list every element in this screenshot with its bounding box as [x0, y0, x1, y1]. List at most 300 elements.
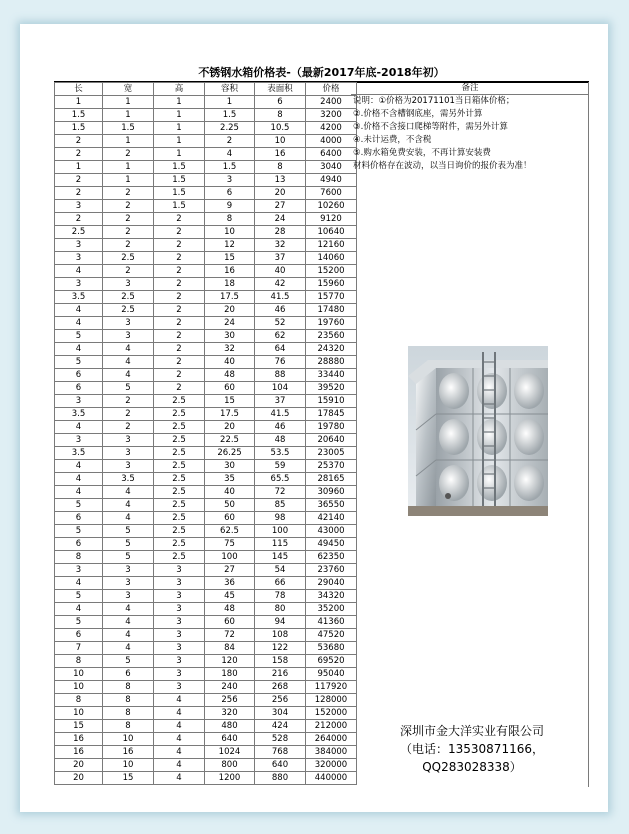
cell-surface-area: 28 — [255, 226, 306, 239]
table-row — [55, 148, 357, 161]
cell-price: 15960 — [306, 278, 357, 291]
cell-volume: 48 — [205, 369, 255, 382]
remark-line-1: 说明：①价格为20171101当日箱体价格； — [353, 96, 515, 106]
cell-height: 2.5 — [154, 486, 205, 499]
table-header-row — [55, 83, 357, 96]
cell-surface-area: 65.5 — [255, 473, 306, 486]
cell-height: 3 — [154, 564, 205, 577]
cell-width: 3 — [103, 590, 154, 603]
cell-volume: 1.5 — [205, 109, 255, 122]
cell-length: 6 — [55, 369, 103, 382]
cell-length: 1.5 — [55, 109, 103, 122]
cell-price: 440000 — [306, 772, 357, 785]
cell-length: 3 — [55, 395, 103, 408]
cell-volume: 800 — [205, 759, 255, 772]
cell-volume: 20 — [205, 421, 255, 434]
table-row — [55, 408, 357, 421]
cell-volume: 48 — [205, 603, 255, 616]
cell-surface-area: 46 — [255, 421, 306, 434]
cell-width: 16 — [103, 746, 154, 759]
cell-length: 5 — [55, 525, 103, 538]
cell-length: 4 — [55, 473, 103, 486]
cell-height: 2 — [154, 317, 205, 330]
cell-width: 3 — [103, 577, 154, 590]
cell-volume: 72 — [205, 629, 255, 642]
cell-surface-area: 46 — [255, 304, 306, 317]
cell-length: 4 — [55, 460, 103, 473]
cell-width: 4 — [103, 603, 154, 616]
cell-surface-area: 768 — [255, 746, 306, 759]
cell-height: 3 — [154, 590, 205, 603]
cell-width: 1 — [103, 161, 154, 174]
cell-volume: 84 — [205, 642, 255, 655]
cell-price: 19760 — [306, 317, 357, 330]
table-row — [55, 707, 357, 720]
cell-length: 4 — [55, 421, 103, 434]
table-row — [55, 551, 357, 564]
cell-width: 1 — [103, 96, 154, 109]
cell-height: 2.5 — [154, 434, 205, 447]
cell-length: 3 — [55, 278, 103, 291]
cell-length: 4 — [55, 317, 103, 330]
cell-width: 8 — [103, 707, 154, 720]
cell-surface-area: 64 — [255, 343, 306, 356]
cell-volume: 16 — [205, 265, 255, 278]
cell-width: 2 — [103, 200, 154, 213]
table-row — [55, 460, 357, 473]
cell-price: 62350 — [306, 551, 357, 564]
cell-price: 49450 — [306, 538, 357, 551]
cell-height: 2 — [154, 304, 205, 317]
cell-price: 47520 — [306, 629, 357, 642]
cell-surface-area: 528 — [255, 733, 306, 746]
remark-line-2: ②.价格不含槽钢底座，需另外计算 — [353, 109, 483, 119]
cell-length: 7 — [55, 642, 103, 655]
table-row — [55, 369, 357, 382]
cell-height: 4 — [154, 772, 205, 785]
cell-price: 10260 — [306, 200, 357, 213]
cell-volume: 17.5 — [205, 408, 255, 421]
cell-height: 1 — [154, 148, 205, 161]
table-row — [55, 681, 357, 694]
table-row — [55, 278, 357, 291]
cell-height: 2 — [154, 369, 205, 382]
cell-length: 4 — [55, 304, 103, 317]
table-row — [55, 746, 357, 759]
cell-length: 2 — [55, 213, 103, 226]
cell-price: 4000 — [306, 135, 357, 148]
cell-surface-area: 88 — [255, 369, 306, 382]
cell-price: 23005 — [306, 447, 357, 460]
cell-length: 1.5 — [55, 122, 103, 135]
table-row — [55, 772, 357, 785]
table-row — [55, 629, 357, 642]
cell-length: 3.5 — [55, 447, 103, 460]
table-row — [55, 603, 357, 616]
cell-height: 2.5 — [154, 538, 205, 551]
table-row — [55, 447, 357, 460]
cell-surface-area: 268 — [255, 681, 306, 694]
cell-price: 2400 — [306, 96, 357, 109]
cell-width: 4 — [103, 512, 154, 525]
cell-length: 2 — [55, 187, 103, 200]
table-row — [55, 655, 357, 668]
table-row — [55, 122, 357, 135]
cell-surface-area: 16 — [255, 148, 306, 161]
cell-volume: 36 — [205, 577, 255, 590]
cell-volume: 1024 — [205, 746, 255, 759]
cell-width: 15 — [103, 772, 154, 785]
cell-width: 4 — [103, 369, 154, 382]
cell-height: 2.5 — [154, 525, 205, 538]
cell-length: 2.5 — [55, 226, 103, 239]
cell-price: 320000 — [306, 759, 357, 772]
cell-surface-area: 13 — [255, 174, 306, 187]
cell-surface-area: 41.5 — [255, 408, 306, 421]
cell-surface-area: 640 — [255, 759, 306, 772]
cell-length: 4 — [55, 486, 103, 499]
table-row — [55, 486, 357, 499]
cell-price: 36550 — [306, 499, 357, 512]
cell-price: 39520 — [306, 382, 357, 395]
header-height: 高 — [154, 83, 205, 96]
cell-width: 2 — [103, 421, 154, 434]
cell-volume: 2.25 — [205, 122, 255, 135]
cell-width: 4 — [103, 642, 154, 655]
cell-volume: 27 — [205, 564, 255, 577]
remark-line-5: ⑤.购水箱免费安装，不再计算安装费 — [353, 148, 491, 158]
cell-surface-area: 72 — [255, 486, 306, 499]
cell-width: 3 — [103, 447, 154, 460]
remark-line-6: 材料价格存在波动，以当日询价的报价表为准！ — [353, 161, 532, 171]
table-row — [55, 239, 357, 252]
cell-volume: 24 — [205, 317, 255, 330]
cell-surface-area: 216 — [255, 668, 306, 681]
cell-surface-area: 104 — [255, 382, 306, 395]
cell-price: 33440 — [306, 369, 357, 382]
cell-length: 5 — [55, 499, 103, 512]
cell-width: 1 — [103, 135, 154, 148]
table-row — [55, 304, 357, 317]
cell-height: 1 — [154, 109, 205, 122]
table-row — [55, 200, 357, 213]
table-row — [55, 317, 357, 330]
cell-price: 35200 — [306, 603, 357, 616]
cell-width: 1 — [103, 109, 154, 122]
cell-length: 3.5 — [55, 291, 103, 304]
cell-width: 4 — [103, 629, 154, 642]
table-row — [55, 135, 357, 148]
cell-height: 2 — [154, 265, 205, 278]
cell-width: 5 — [103, 551, 154, 564]
cell-width: 4 — [103, 343, 154, 356]
cell-price: 384000 — [306, 746, 357, 759]
cell-price: 117920 — [306, 681, 357, 694]
cell-height: 2 — [154, 330, 205, 343]
cell-price: 152000 — [306, 707, 357, 720]
cell-width: 3 — [103, 460, 154, 473]
cell-surface-area: 158 — [255, 655, 306, 668]
cell-volume: 30 — [205, 330, 255, 343]
cell-surface-area: 32 — [255, 239, 306, 252]
cell-volume: 35 — [205, 473, 255, 486]
cell-surface-area: 8 — [255, 161, 306, 174]
cell-width: 8 — [103, 694, 154, 707]
header-width: 宽 — [103, 83, 154, 96]
cell-surface-area: 24 — [255, 213, 306, 226]
cell-height: 2.5 — [154, 551, 205, 564]
cell-height: 2 — [154, 278, 205, 291]
cell-surface-area: 80 — [255, 603, 306, 616]
cell-price: 15200 — [306, 265, 357, 278]
cell-surface-area: 27 — [255, 200, 306, 213]
table-row — [55, 434, 357, 447]
cell-price: 17480 — [306, 304, 357, 317]
cell-price: 23760 — [306, 564, 357, 577]
cell-price: 3040 — [306, 161, 357, 174]
cell-price: 128000 — [306, 694, 357, 707]
cell-volume: 10 — [205, 226, 255, 239]
cell-length: 3 — [55, 200, 103, 213]
cell-length: 3 — [55, 252, 103, 265]
cell-price: 15770 — [306, 291, 357, 304]
remark-line-3: ③.价格不含接口爬梯等附件，需另外计算 — [353, 122, 508, 132]
table-row — [55, 538, 357, 551]
cell-height: 4 — [154, 720, 205, 733]
table-row — [55, 382, 357, 395]
table-row — [55, 187, 357, 200]
cell-surface-area: 145 — [255, 551, 306, 564]
cell-height: 1 — [154, 122, 205, 135]
table-row — [55, 174, 357, 187]
cell-price: 6400 — [306, 148, 357, 161]
cell-surface-area: 6 — [255, 96, 306, 109]
table-row — [55, 694, 357, 707]
cell-height: 4 — [154, 733, 205, 746]
table-row — [55, 395, 357, 408]
cell-price: 20640 — [306, 434, 357, 447]
cell-price: 53680 — [306, 642, 357, 655]
cell-width: 8 — [103, 720, 154, 733]
cell-price: 19780 — [306, 421, 357, 434]
cell-surface-area: 66 — [255, 577, 306, 590]
cell-width: 1.5 — [103, 122, 154, 135]
cell-length: 10 — [55, 707, 103, 720]
cell-height: 3 — [154, 577, 205, 590]
cell-height: 3 — [154, 655, 205, 668]
cell-height: 2.5 — [154, 473, 205, 486]
cell-price: 28880 — [306, 356, 357, 369]
cell-width: 3 — [103, 564, 154, 577]
cell-volume: 15 — [205, 395, 255, 408]
cell-volume: 1200 — [205, 772, 255, 785]
cell-surface-area: 108 — [255, 629, 306, 642]
cell-width: 2.5 — [103, 304, 154, 317]
cell-price: 24320 — [306, 343, 357, 356]
cell-volume: 320 — [205, 707, 255, 720]
cell-length: 16 — [55, 746, 103, 759]
cell-length: 2 — [55, 135, 103, 148]
cell-surface-area: 100 — [255, 525, 306, 538]
cell-volume: 45 — [205, 590, 255, 603]
cell-length: 8 — [55, 551, 103, 564]
cell-volume: 1.5 — [205, 161, 255, 174]
cell-height: 4 — [154, 707, 205, 720]
cell-volume: 26.25 — [205, 447, 255, 460]
table-row — [55, 356, 357, 369]
cell-volume: 256 — [205, 694, 255, 707]
cell-volume: 12 — [205, 239, 255, 252]
cell-length: 10 — [55, 668, 103, 681]
cell-volume: 40 — [205, 356, 255, 369]
cell-height: 3 — [154, 616, 205, 629]
cell-height: 2.5 — [154, 395, 205, 408]
table-row — [55, 421, 357, 434]
cell-height: 2.5 — [154, 460, 205, 473]
cell-volume: 60 — [205, 382, 255, 395]
cell-length: 15 — [55, 720, 103, 733]
cell-price: 12160 — [306, 239, 357, 252]
table-row — [55, 668, 357, 681]
cell-width: 8 — [103, 681, 154, 694]
cell-height: 2.5 — [154, 408, 205, 421]
cell-length: 6 — [55, 512, 103, 525]
cell-volume: 100 — [205, 551, 255, 564]
contact-block — [365, 722, 579, 776]
cell-length: 5 — [55, 590, 103, 603]
cell-width: 2 — [103, 408, 154, 421]
cell-width: 1 — [103, 174, 154, 187]
cell-height: 2 — [154, 291, 205, 304]
cell-height: 2 — [154, 356, 205, 369]
cell-surface-area: 37 — [255, 252, 306, 265]
cell-surface-area: 78 — [255, 590, 306, 603]
cell-width: 4 — [103, 356, 154, 369]
cell-length: 20 — [55, 759, 103, 772]
cell-height: 1.5 — [154, 200, 205, 213]
cell-length: 8 — [55, 694, 103, 707]
table-row — [55, 759, 357, 772]
table-row — [55, 577, 357, 590]
cell-price: 34320 — [306, 590, 357, 603]
cell-length: 5 — [55, 330, 103, 343]
cell-price: 23560 — [306, 330, 357, 343]
remarks-header: 备注 — [351, 82, 589, 95]
cell-height: 3 — [154, 642, 205, 655]
cell-length: 4 — [55, 577, 103, 590]
cell-length: 4 — [55, 603, 103, 616]
cell-volume: 240 — [205, 681, 255, 694]
cell-price: 10640 — [306, 226, 357, 239]
cell-price: 29040 — [306, 577, 357, 590]
cell-length: 8 — [55, 655, 103, 668]
table-row — [55, 213, 357, 226]
table-row — [55, 330, 357, 343]
cell-height: 1.5 — [154, 174, 205, 187]
cell-surface-area: 85 — [255, 499, 306, 512]
cell-length: 16 — [55, 733, 103, 746]
cell-height: 1 — [154, 135, 205, 148]
table-row — [55, 590, 357, 603]
cell-price: 28165 — [306, 473, 357, 486]
table-row — [55, 226, 357, 239]
cell-surface-area: 256 — [255, 694, 306, 707]
cell-price: 4940 — [306, 174, 357, 187]
cell-volume: 50 — [205, 499, 255, 512]
cell-length: 2 — [55, 148, 103, 161]
cell-height: 1.5 — [154, 187, 205, 200]
cell-volume: 60 — [205, 616, 255, 629]
cell-width: 4 — [103, 499, 154, 512]
cell-price: 212000 — [306, 720, 357, 733]
cell-volume: 22.5 — [205, 434, 255, 447]
cell-height: 4 — [154, 759, 205, 772]
cell-width: 3 — [103, 278, 154, 291]
cell-height: 2.5 — [154, 512, 205, 525]
cell-surface-area: 54 — [255, 564, 306, 577]
cell-price: 3200 — [306, 109, 357, 122]
table-row — [55, 161, 357, 174]
cell-price: 17845 — [306, 408, 357, 421]
cell-surface-area: 59 — [255, 460, 306, 473]
cell-height: 1 — [154, 96, 205, 109]
table-row — [55, 642, 357, 655]
cell-volume: 1 — [205, 96, 255, 109]
cell-length: 3.5 — [55, 408, 103, 421]
cell-width: 3 — [103, 330, 154, 343]
cell-width: 10 — [103, 733, 154, 746]
cell-volume: 32 — [205, 343, 255, 356]
cell-surface-area: 10 — [255, 135, 306, 148]
cell-surface-area: 53.5 — [255, 447, 306, 460]
cell-height: 4 — [154, 694, 205, 707]
cell-length: 3 — [55, 564, 103, 577]
cell-height: 2 — [154, 343, 205, 356]
price-table — [54, 82, 357, 785]
cell-volume: 120 — [205, 655, 255, 668]
cell-volume: 2 — [205, 135, 255, 148]
cell-length: 4 — [55, 265, 103, 278]
cell-width: 5 — [103, 655, 154, 668]
cell-surface-area: 94 — [255, 616, 306, 629]
water-tank-photo — [408, 346, 548, 516]
cell-surface-area: 48 — [255, 434, 306, 447]
cell-surface-area: 8 — [255, 109, 306, 122]
cell-volume: 3 — [205, 174, 255, 187]
cell-price: 4200 — [306, 122, 357, 135]
cell-surface-area: 41.5 — [255, 291, 306, 304]
cell-width: 2 — [103, 265, 154, 278]
cell-surface-area: 424 — [255, 720, 306, 733]
cell-volume: 4 — [205, 148, 255, 161]
table-row — [55, 616, 357, 629]
cell-length: 6 — [55, 382, 103, 395]
cell-length: 10 — [55, 681, 103, 694]
cell-width: 5 — [103, 525, 154, 538]
cell-price: 41360 — [306, 616, 357, 629]
cell-surface-area: 98 — [255, 512, 306, 525]
table-row — [55, 499, 357, 512]
cell-price: 43000 — [306, 525, 357, 538]
cell-height: 4 — [154, 746, 205, 759]
cell-width: 5 — [103, 538, 154, 551]
cell-height: 2 — [154, 252, 205, 265]
cell-surface-area: 115 — [255, 538, 306, 551]
cell-surface-area: 62 — [255, 330, 306, 343]
cell-height: 3 — [154, 603, 205, 616]
cell-length: 1 — [55, 96, 103, 109]
cell-width: 2.5 — [103, 252, 154, 265]
